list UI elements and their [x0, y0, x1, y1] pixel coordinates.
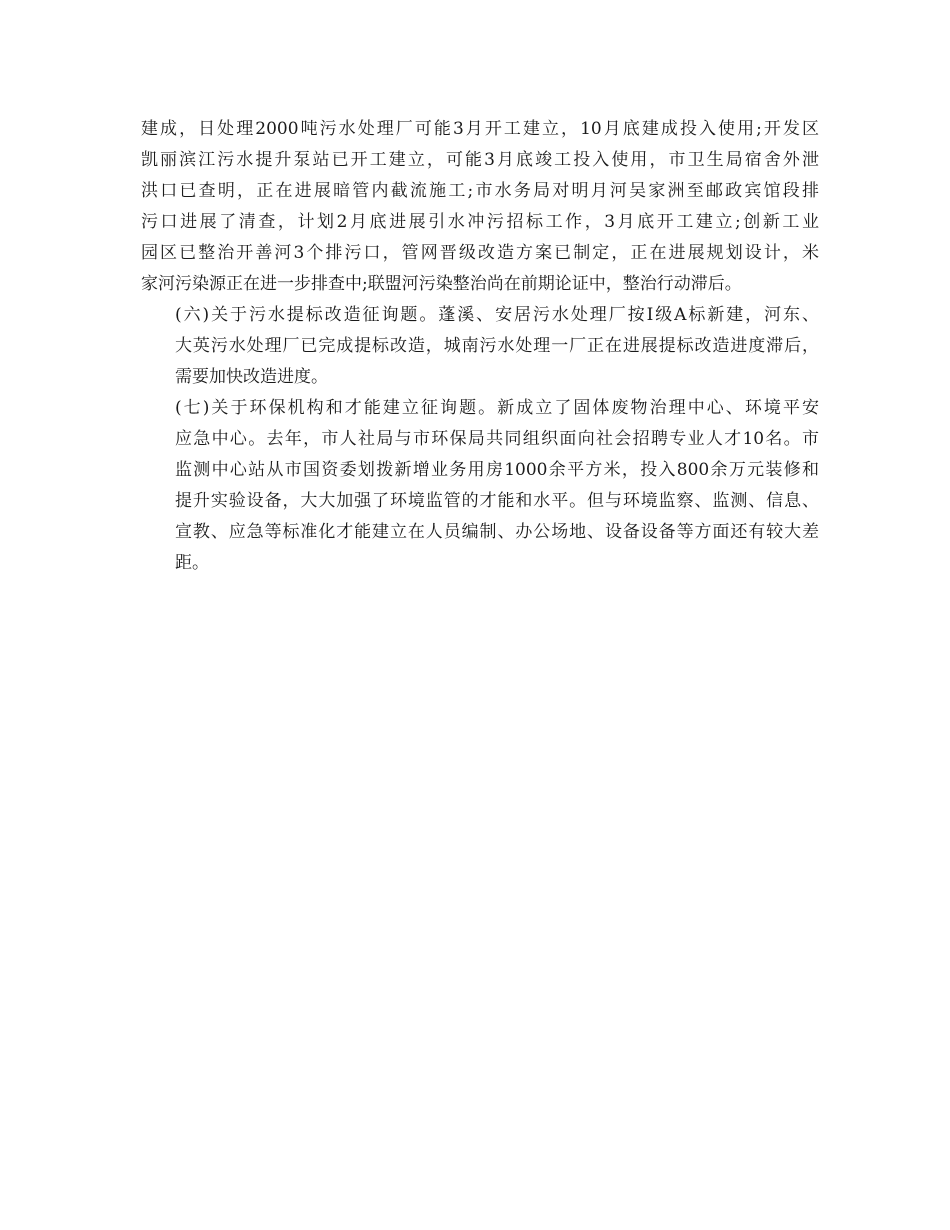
text-line: 家河污染源正在进一步排查中;联盟河污染整治尚在前期论证中，整治行动滞后。 [141, 274, 742, 294]
text-line: 园区已整治开善河3个排污口，管网晋级改造方案已制定，正在进展规划设计，米 [141, 243, 819, 263]
text-line: 建成，日处理2000吨污水处理厂可能3月开工建立，10月底建成投入使用;开发区 [141, 119, 819, 139]
document-body [141, 114, 819, 579]
text-line: 洪口已查明，正在进展暗管内截流施工;市水务局对明月河吴家洲至邮政宾馆段排 [141, 181, 819, 201]
text-line: 宣教、应急等标准化才能建立在人员编制、办公场地、设备设备等方面还有较大差 [175, 522, 819, 542]
paragraph-continuation [141, 114, 819, 300]
text-line: 凯丽滨江污水提升泵站已开工建立，可能3月底竣工投入使用，市卫生局宿舍外泄 [141, 150, 819, 170]
text-line: 大英污水处理厂已完成提标改造，城南污水处理一厂正在进展提标改造进度滞后， [175, 336, 819, 356]
text-line: 距。 [175, 553, 209, 573]
text-line: 监测中心站从市国资委划拨新增业务用房1000余平方米，投入800余万元装修和 [175, 460, 819, 480]
text-line: (七)关于环保机构和才能建立征询题。新成立了固体废物治理中心、环境平安 [175, 398, 819, 418]
text-line: 需要加快改造进度。 [175, 367, 328, 387]
paragraph-section-7 [141, 393, 819, 579]
text-line: (六)关于污水提标改造征询题。蓬溪、安居污水处理厂按Ⅰ级A标新建，河东、 [175, 305, 819, 325]
text-line: 应急中心。去年，市人社局与市环保局共同组织面向社会招聘专业人才10名。市 [175, 429, 819, 449]
text-line: 污口进展了清查，计划2月底进展引水冲污招标工作，3月底开工建立;创新工业 [141, 212, 819, 232]
paragraph-section-6 [141, 300, 819, 393]
text-line: 提升实验设备，大大加强了环境监管的才能和水平。但与环境监察、监测、信息、 [175, 491, 819, 511]
